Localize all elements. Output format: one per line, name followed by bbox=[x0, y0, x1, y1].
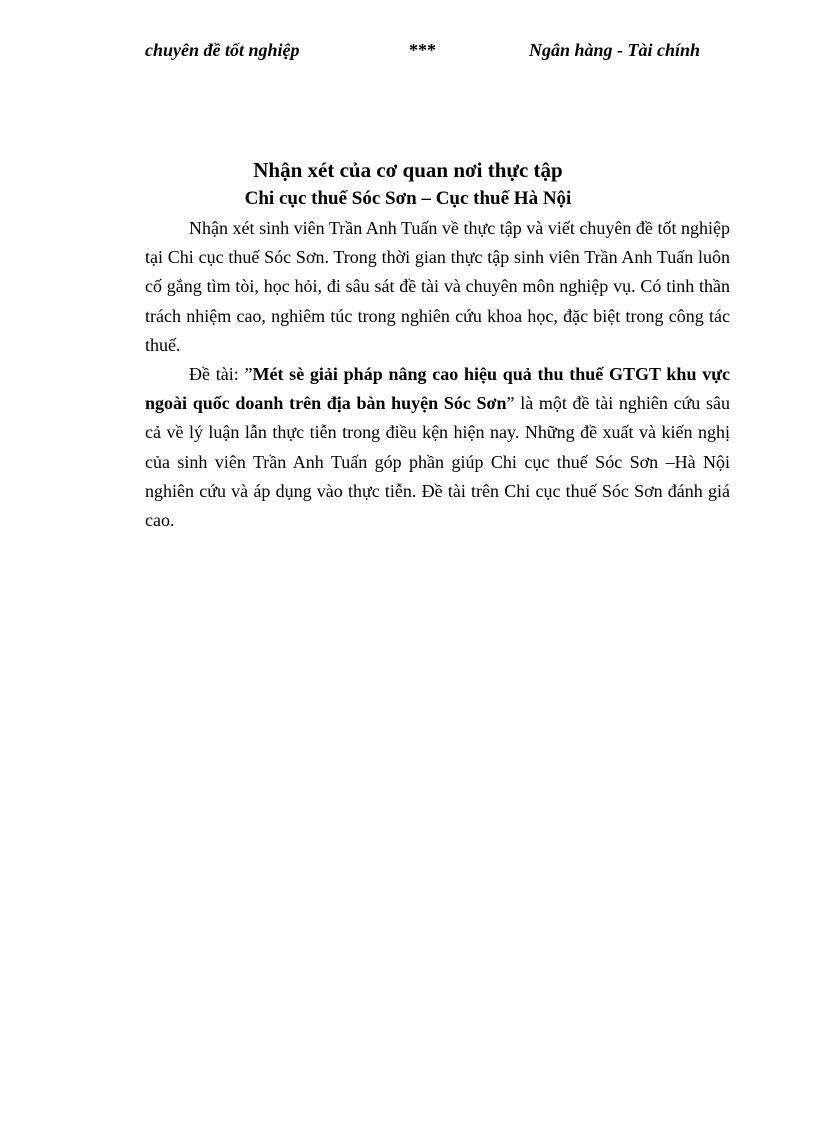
paragraph-2 bbox=[145, 360, 730, 535]
paragraph-2-topic: Mét sè giải pháp nâng cao hiệu quả thu thuế GTGT khu vực ngoài quốc doanh trên địa bàn huyện Sóc Sơn bbox=[145, 364, 730, 414]
header-center: *** bbox=[409, 40, 436, 60]
page-subtitle: Chi cục thuế Sóc Sơn – Cục thuế Hà Nội bbox=[244, 188, 572, 209]
paragraph-2-prefix: Đề tài: ” bbox=[189, 364, 253, 385]
paragraph-1: Nhận xét sinh viên Trần Anh Tuấn về thực tập và viết chuyên đề tốt nghiệp tại Chi cục thuế Sóc Sơn. Trong thời gian thực tập sinh viên Trần Anh Tuấn luôn cố gắng tìm tòi, học hỏi, đi sâu sát đề tài và chuyên môn nghiệp vụ. Có tinh thần trách nhiệm cao, nghiêm túc trong nghiên cứu khoa học, đặc biệt trong công tác thuế. bbox=[145, 218, 730, 355]
paragraph-2-suffix: ” là một đề tài nghiên cứu sâu cả về lý luận lẫn thực tiễn trong điều kện hiện nay. Những đề xuất và kiến nghị của sinh viên Trần Anh Tuấn góp phần giúp Chi cục thuế Sóc Sơn –Hà Nội nghiên cứu và áp dụng vào thực tiễn. Đề tài trên Chi cục thuế Sóc Sơn đánh giá cao. bbox=[145, 393, 730, 531]
page-header bbox=[145, 40, 700, 68]
header-left: chuyên đề tốt nghiệp bbox=[145, 40, 300, 60]
body-text bbox=[145, 214, 730, 535]
header-right: Ngân hàng - Tài chính bbox=[528, 40, 700, 60]
page-title: Nhận xét của cơ quan nơi thực tập bbox=[253, 158, 563, 182]
